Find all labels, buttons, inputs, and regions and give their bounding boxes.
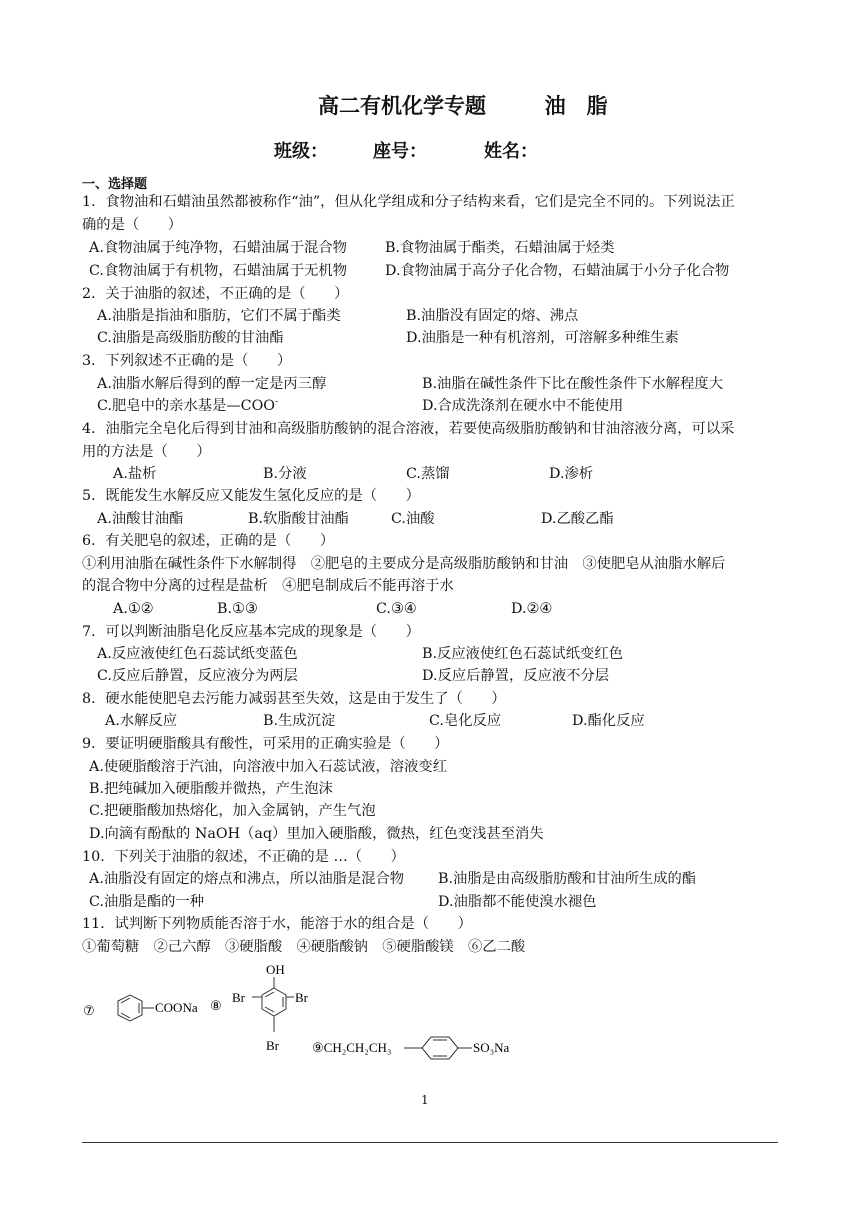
q4-stem-1: 4．油脂完全皂化后得到甘油和高级脂肪酸钠的混合溶液，若要使高级脂肪酸钠和甘油溶液分离，可以采 [82,421,735,437]
structure-8-br-bottom: Br [266,1038,279,1053]
structure-9-prefix: ⑨CH₂CH₂CH₃ [312,1040,392,1055]
q9-option-d: D.向滴有酚酞的 NaOH（aq）里加入硬脂酸，微热，红色变浅甚至消失 [89,826,544,842]
q5-option-d: D.乙酸乙酯 [541,511,614,527]
name-label: 姓名： [484,141,538,162]
q2-option-b: B.油脂没有固定的熔、沸点 [406,308,579,324]
q2-option-d: D.油脂是一种有机溶剂，可溶解多种维生素 [406,330,679,346]
q3-option-c-charge: - [275,397,279,408]
q7-option-d: D.反应后静置，反应液不分层 [422,668,610,684]
structure-8-br-right: Br [295,990,308,1005]
q2-option-a: A.油脂是指油和脂肪，它们不属于酯类 [97,308,341,324]
q1-stem-2: 确的是（ ） [82,217,183,233]
structure-7-group: COONa [155,1000,198,1015]
class-label: 班级： [274,141,328,162]
q1-option-d: D.食物油属于高分子化合物，石蜡油属于小分子化合物 [385,263,730,279]
q9-option-c: C.把硬脂酸加热熔化，加入金属钠，产生气泡 [89,803,376,819]
title-topic: 油 脂 [544,93,608,118]
structure-8-oh: OH [266,962,285,977]
structure-9-group: SO₃Na [473,1040,510,1055]
structure-7-sodium-benzoate [78,985,198,1035]
q3-option-a: A.油脂水解后得到的醇一定是丙三醇 [97,376,327,392]
structure-8-label: ⑧ [210,998,222,1013]
q9-stem: 9．要证明硬脂酸具有酸性，可采用的正确实验是（ ） [82,736,449,752]
q10-option-c: C.油脂是酯的一种 [89,894,205,910]
q11-stem: 11．试判断下列物质能否溶于水，能溶于水的组合是（ ） [82,916,472,932]
q8-option-b: B.生成沉淀 [263,713,336,729]
benzene-ring-icon [252,977,294,1032]
q4-option-a: A.盐析 [113,466,157,482]
q1-option-c: C.食物油属于有机物，石蜡油属于无机物 [89,263,348,279]
structure-8-tribromophenol [208,962,318,1054]
q3-option-c-text: C.肥皂中的亲水基是—COO [97,398,276,414]
benzene-ring-icon [118,995,154,1021]
q8-option-c: C.皂化反应 [429,713,502,729]
q9-option-a: A.使硬脂酸溶于汽油，向溶液中加入石蕊试液，溶液变红 [89,759,447,775]
q3-option-c [97,397,278,415]
q1-option-a: A.食物油属于纯净物，石蜡油属于混合物 [89,240,347,256]
structure-8-br-left: Br [232,990,245,1005]
page-title [318,90,608,120]
q7-option-a: A.反应液使红色石蕊试纸变蓝色 [97,646,298,662]
q6-option-b: B.①③ [217,601,258,617]
q6-items-1: ①利用油脂在碱性条件下水解制得 ②肥皂的主要成分是高级脂肪酸钠和甘油 ③使肥皂从油脂水解后 [82,556,726,572]
q10-option-a: A.油脂没有固定的熔点和沸点，所以油脂是混合物 [89,871,405,887]
q3-stem: 3．下列叙述不正确的是（ ） [82,353,292,369]
q6-stem: 6．有关肥皂的叙述，正确的是（ ） [82,533,335,549]
q6-option-d: D.②④ [511,601,553,617]
section-title: 一、选择题 [82,177,148,192]
q7-option-c: C.反应后静置，反应液分为两层 [97,668,298,684]
q5-option-c: C.油酸 [391,511,435,527]
q10-option-d: D.油脂都不能使溴水褪色 [438,894,597,910]
q2-stem: 2．关于油脂的叙述，不正确的是（ ） [82,286,349,302]
q7-option-b: B.反应液使红色石蕊试纸变红色 [422,646,623,662]
q4-option-c: C.蒸馏 [406,466,450,482]
q5-option-b: B.软脂酸甘油酯 [248,511,349,527]
q7-stem: 7．可以判断油脂皂化反应基本完成的现象是（ ） [82,624,420,640]
title-main: 高二有机化学专题 [318,93,486,118]
footer-divider [82,1142,778,1143]
q9-option-b: B.把纯碱加入硬脂酸并微热，产生泡沫 [89,781,333,797]
seat-label: 座号： [373,141,427,162]
q6-option-a: A.①② [113,601,154,617]
structure-7-label: ⑦ [83,1003,95,1018]
page-number: 1 [421,1093,429,1107]
q2-option-c: C.油脂是高级脂肪酸的甘油酯 [97,330,284,346]
q4-option-b: B.分液 [263,466,307,482]
q4-stem-2: 用的方法是（ ） [82,444,211,460]
q5-stem: 5．既能发生水解反应又能发生氢化反应的是（ ） [82,488,420,504]
q3-option-b: B.油脂在碱性条件下比在酸性条件下水解程度大 [422,376,723,392]
q8-option-d: D.酯化反应 [572,713,645,729]
q8-stem: 8．硬水能使肥皂去污能力减弱甚至失效，这是由于发生了（ ） [82,691,506,707]
q10-stem: 10．下列关于油脂的叙述，不正确的是 …（ ） [82,849,405,865]
benzene-ring-icon [404,1037,472,1059]
q11-items: ①葡萄糖 ②己六醇 ③硬脂酸 ④硬脂酸钠 ⑤硬脂酸镁 ⑥乙二酸 [82,939,526,955]
q5-option-a: A.油酸甘油酯 [97,511,184,527]
q6-option-c: C.③④ [376,601,417,617]
q3-option-d: D.合成洗涤剂在硬水中不能使用 [422,398,624,414]
q1-stem-1: 1．食物油和石蜡油虽然都被称作“油”，但从化学组成和分子结构来看，它们是完全不同的。下列说法正 [82,194,735,210]
q4-option-d: D.渗析 [549,466,594,482]
q8-option-a: A.水解反应 [105,713,178,729]
q6-items-2: 的混合物中分离的过程是盐析 ④肥皂制成后不能再溶于水 [82,578,454,594]
q1-option-b: B.食物油属于酯类，石蜡油属于烃类 [385,240,615,256]
structure-9-propylbenzene-sulfonate [312,1028,532,1068]
q10-option-b: B.油脂是由高级脂肪酸和甘油所生成的酯 [438,871,697,887]
